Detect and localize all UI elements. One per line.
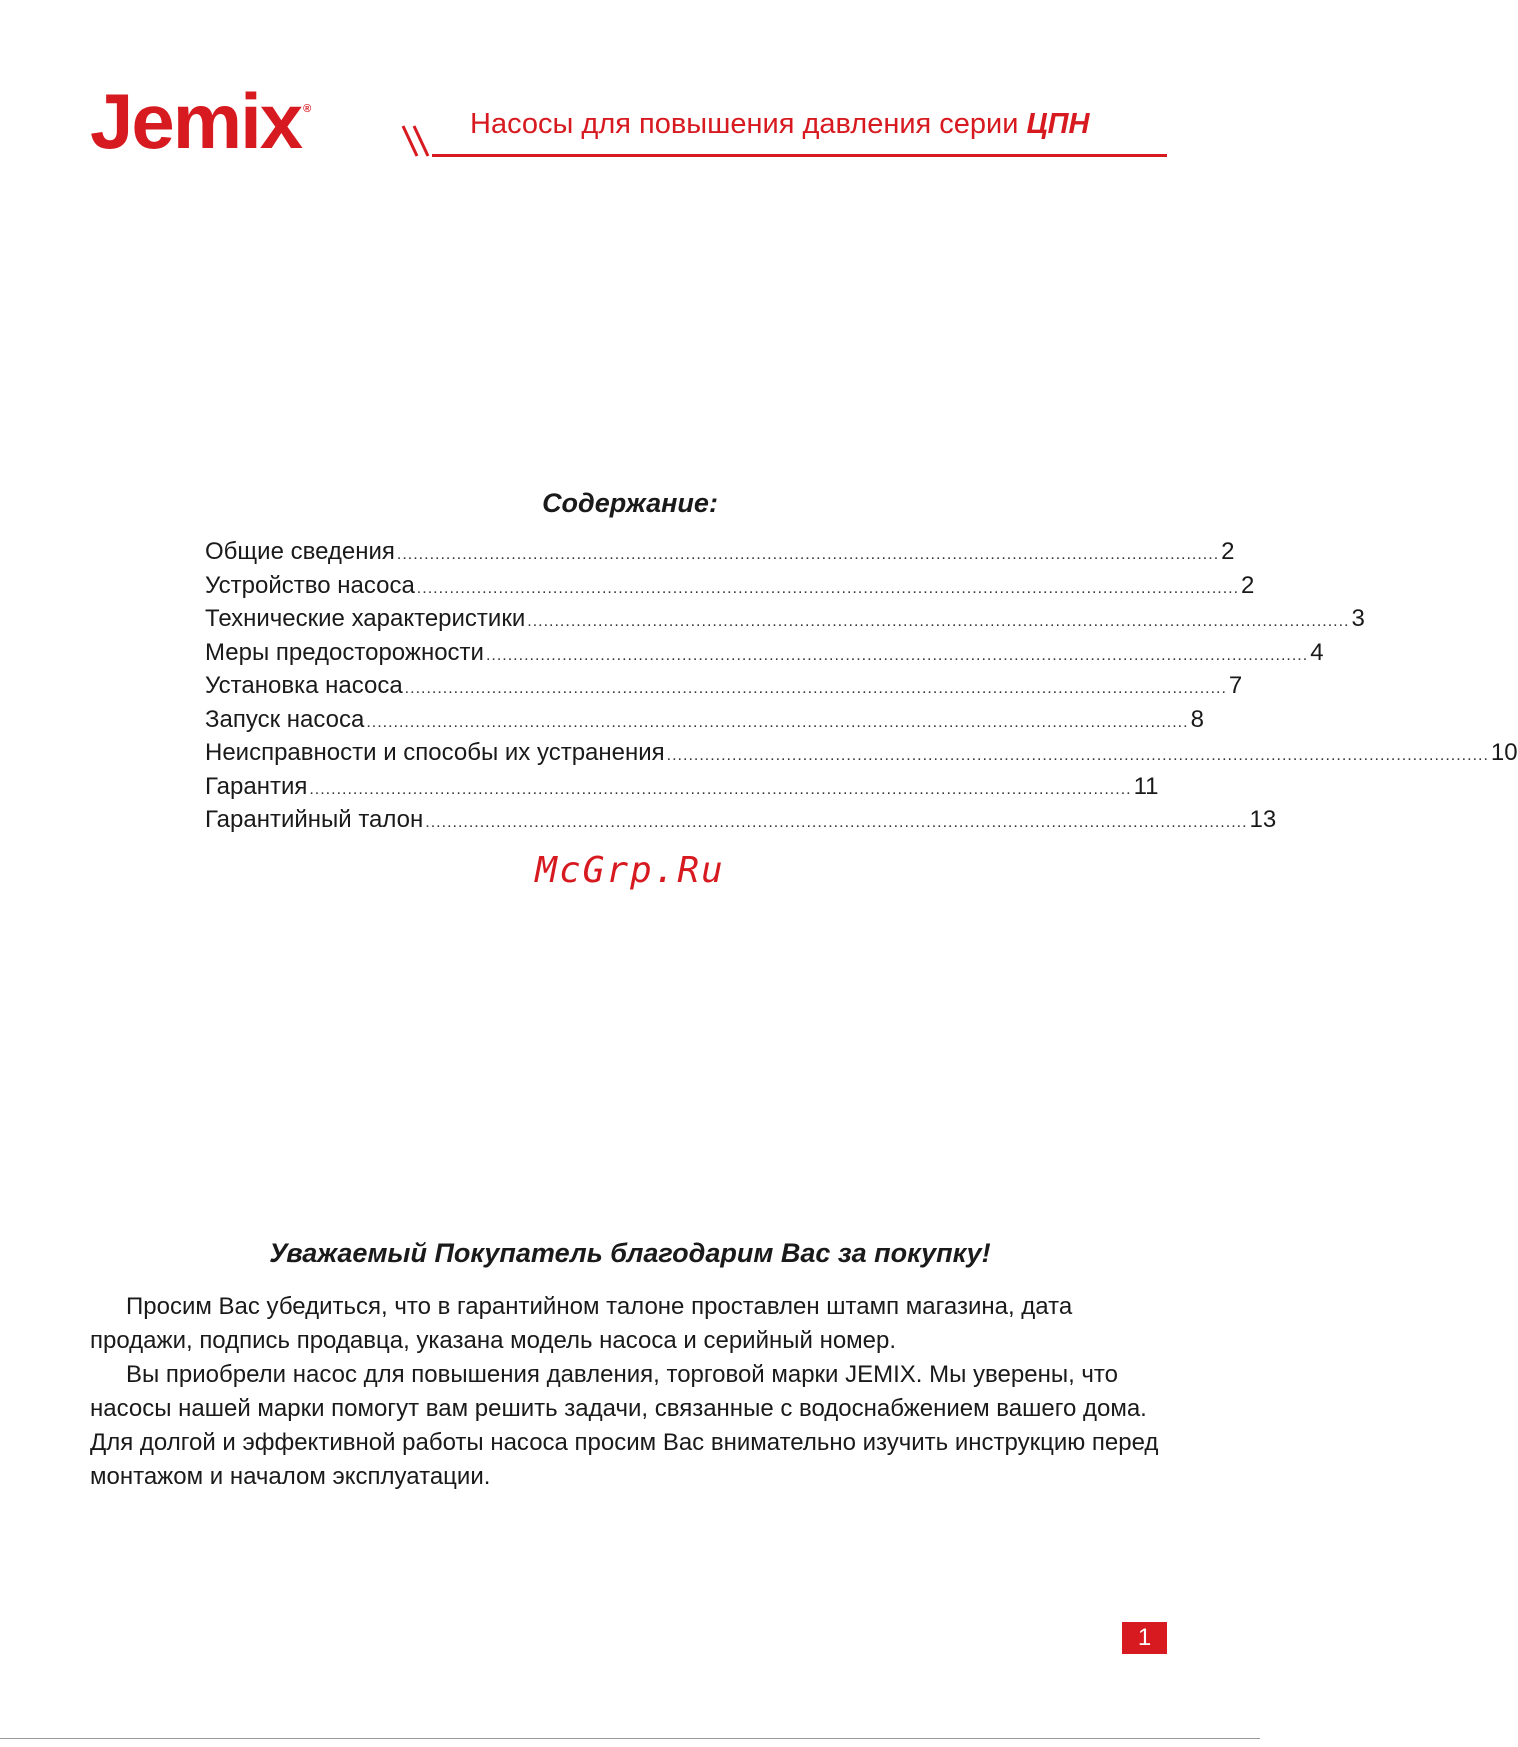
toc-item[interactable]: Гарантийный талон ....................................................................................................................................................... 13: [205, 806, 1277, 833]
toc-item-page: 2: [1241, 571, 1255, 599]
paragraph: Вы приобрели насос для повышения давления, торговой марки JEMIX. Мы уверены, что насосы нашей марки помогут вам решить задачи, связанные с водоснабжением вашего дома. Для долгой и эффективной работы насоса просим Вас внимательно изучить инструкцию перед монтажом и началом эксплуатации.: [90, 1361, 1159, 1490]
series-prefix: Насосы для повышения давления серии: [470, 108, 1019, 140]
brand-logo: [90, 77, 312, 165]
series-model: ЦПН: [1026, 108, 1090, 140]
toc-item-page: 11: [1133, 772, 1159, 800]
toc-item-label: Устройство насоса: [205, 571, 415, 599]
toc-title: Содержание:: [542, 488, 718, 518]
registered-mark: ®: [303, 103, 312, 115]
toc-item[interactable]: Общие сведения ....................................................................................................................................................... 2: [205, 538, 1235, 565]
toc-item-label: Технические характеристики: [205, 605, 526, 632]
toc-item[interactable]: Неисправности и способы их устранения ....................................................................................................................................................... 10: [205, 739, 1518, 766]
toc-item-label: Меры предосторожности: [205, 638, 484, 666]
toc-item-label: Установка насоса: [205, 672, 403, 699]
toc-item[interactable]: Установка насоса ....................................................................................................................................................... 7: [205, 672, 1243, 699]
paragraph: Просим Вас убедиться, что в гарантийном талоне проставлен штамп магазина, дата продажи, подпись продавца, указана модель насоса и серийный номер.: [90, 1293, 1073, 1354]
table-of-contents: [205, 538, 1518, 840]
series-title: [470, 108, 1089, 141]
watermark[interactable]: McGrp.Ru: [535, 850, 725, 891]
toc-item-page: 10: [1490, 739, 1518, 766]
toc-item-page: 7: [1228, 672, 1243, 699]
bottom-rule: [0, 1738, 1260, 1739]
page-number: 1: [1122, 1622, 1167, 1654]
toc-item[interactable]: Гарантия ....................................................................................................................................................... 11: [205, 772, 1159, 800]
greeting-heading: Уважаемый Покупатель благодарим Вас за покупку!: [269, 1238, 991, 1268]
toc-item-page: 13: [1249, 806, 1277, 833]
header-rule: [432, 154, 1167, 157]
toc-item[interactable]: Запуск насоса ....................................................................................................................................................... 8: [205, 705, 1204, 733]
toc-item-label: Гарантийный талон: [205, 806, 424, 833]
toc-item-page: 3: [1351, 605, 1365, 632]
toc-item-label: Общие сведения: [205, 538, 395, 565]
toc-item-page: 4: [1310, 638, 1324, 666]
toc-item[interactable]: Технические характеристики ....................................................................................................................................................... 3: [205, 605, 1365, 632]
toc-item-page: 8: [1190, 705, 1204, 733]
toc-item-label: Запуск насоса: [205, 705, 365, 733]
toc-item-label: Гарантия: [205, 772, 308, 800]
brand-name: Jemix: [90, 77, 302, 165]
toc-item[interactable]: Устройство насоса ....................................................................................................................................................... 2: [205, 571, 1255, 599]
toc-item[interactable]: Меры предосторожности ....................................................................................................................................................... 4: [205, 638, 1324, 666]
toc-item-page: 2: [1221, 538, 1235, 565]
toc-item-label: Неисправности и способы их устранения: [205, 739, 665, 766]
intro-text: [90, 1290, 1170, 1494]
